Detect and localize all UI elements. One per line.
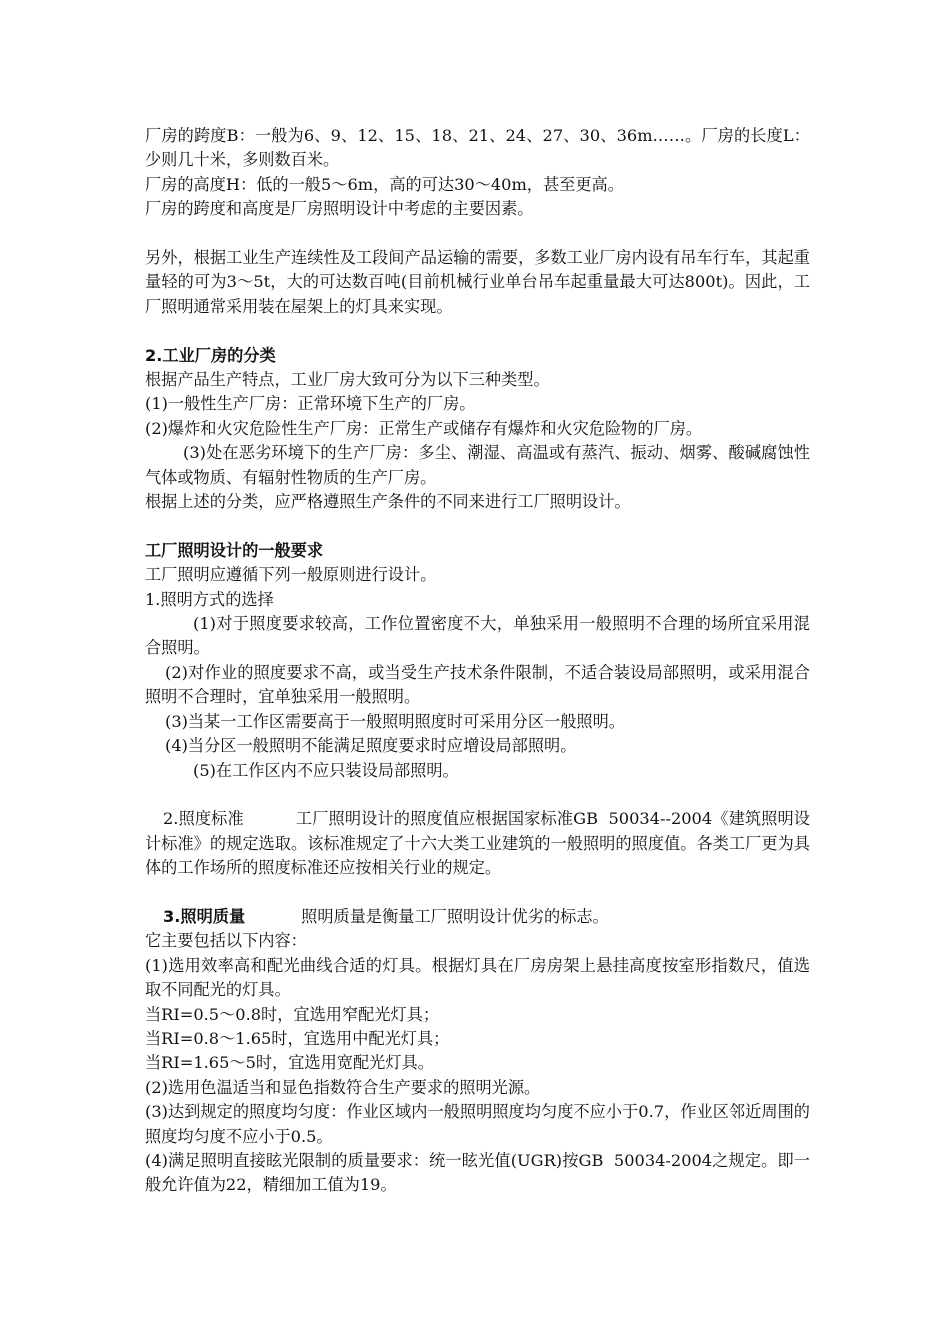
paragraph-illuminance-standard [145, 807, 810, 880]
paragraph-lighting-quality [145, 905, 810, 929]
list-item-zoned-lighting: (3)当某一工作区需要高于一般照明照度时可采用分区一般照明。 [165, 711, 625, 731]
illuminance-standard-body: 工厂照明设计的照度值应根据国家标准GB 50034--2004《建筑照明设计标准》的规定选取。该标准规定了十六大类工业建筑的一般照明的照度值。各类工厂更为具体的工作场所的照度标准还应按相关行业的规定。 [145, 809, 810, 878]
list-item-light-source: (2)选用色温适当和显色指数符合生产要求的照明光源。 [145, 1077, 541, 1097]
list-item-general-plant: (1)一般性生产厂房：正常环境下生产的厂房。 [145, 394, 476, 414]
spacer [145, 514, 810, 538]
list-item-medium-beam: 当RI=0.8～1.65时，宜选用中配光灯具； [145, 1028, 450, 1048]
list-item-wide-beam: 当RI=1.65～5时，宜选用宽配光灯具。 [145, 1053, 434, 1073]
list-item-general-lighting: (2)对作业的照度要求不高，或当受生产技术条件限制，不适合装设局部照明，或采用混合照明不合理时，宜单独采用一般照明。 [145, 662, 810, 707]
spacer [145, 881, 810, 905]
lighting-quality-lead: 3.照明质量 [163, 906, 246, 926]
document-body [145, 124, 810, 1198]
list-item-narrow-beam: 当RI=0.5～0.8时，宜选用窄配光灯具； [145, 1004, 440, 1024]
heading-classification: 2.工业厂房的分类 [145, 345, 276, 365]
heading-requirements: 工厂照明设计的一般要求 [145, 540, 324, 560]
spacer [145, 319, 810, 343]
list-item-explosive-plant: (2)爆炸和火灾危险性生产厂房：正常生产或储存有爆炸和火灾危险物的厂房。 [145, 418, 703, 438]
list-item-no-local-only: (5)在工作区内不应只装设局部照明。 [193, 760, 459, 780]
list-item-uniformity: (3)达到规定的照度均匀度：作业区域内一般照明照度均匀度不应小于0.7，作业区邻近周围的照度均匀度不应小于0.5。 [145, 1102, 810, 1146]
lighting-quality-body: 照明质量是衡量工厂照明设计优劣的标志。 [301, 906, 609, 926]
illuminance-standard-lead: 2.照度标准 [163, 809, 244, 829]
subheading-lighting-mode: 1.照明方式的选择 [145, 589, 274, 609]
paragraph-height: 厂房的高度H：低的一般5～6m，高的可达30～40m，甚至更高。 [145, 174, 624, 194]
list-item-glare-limit: (4)满足照明直接眩光限制的质量要求：统一眩光值(UGR)按GB 50034-2004之规定。即一般允许值为22，精细加工值为19。 [145, 1150, 810, 1195]
list-item-luminaire-selection: (1)选用效率高和配光曲线合适的灯具。根据灯具在厂房房架上悬挂高度按室形指数尺，值选取不同配光的灯具。 [145, 955, 810, 1000]
paragraph-classification-summary: 根据上述的分类，应严格遵照生产条件的不同来进行工厂照明设计。 [145, 492, 631, 512]
list-item-mixed-lighting: (1)对于照度要求较高，工作位置密度不大，单独采用一般照明不合理的场所宜采用混合照明。 [145, 614, 810, 658]
paragraph-requirements-intro: 工厂照明应遵循下列一般原则进行设计。 [145, 565, 437, 585]
list-item-harsh-plant: (3)处在恶劣环境下的生产厂房：多尘、潮湿、高温或有蒸汽、振动、烟雾、酸碱腐蚀性气体或物质、有辐射性物质的生产厂房。 [145, 443, 810, 487]
spacer [145, 783, 810, 807]
list-item-local-lighting: (4)当分区一般照明不能满足照度要求时应增设局部照明。 [165, 736, 577, 756]
paragraph-span: 厂房的跨度B：一般为6、9、12、15、18、21、24、27、30、36m……。厂房的长度L：少则几十米，多则数百米。 [145, 126, 810, 170]
paragraph-quality-contents: 它主要包括以下内容： [145, 931, 307, 951]
paragraph-key-factors: 厂房的跨度和高度是厂房照明设计中考虑的主要因素。 [145, 199, 534, 219]
paragraph-classification-intro: 根据产品生产特点，工业厂房大致可分为以下三种类型。 [145, 370, 550, 390]
spacer [145, 222, 810, 246]
paragraph-crane: 另外，根据工业生产连续性及工段间产品运输的需要，多数工业厂房内设有吊车行车，其起重量轻的可为3～5t，大的可达数百吨(目前机械行业单台吊车起重量最大可达800t)。因此，工厂照明通常采用装在屋架上的灯具来实现。 [145, 248, 810, 316]
